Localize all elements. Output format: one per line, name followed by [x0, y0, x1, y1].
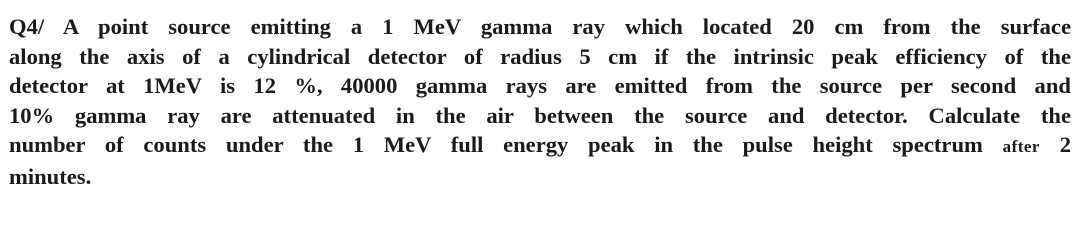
question-line-5-end: 2: [1059, 132, 1071, 158]
question-line-5-small: after: [1002, 137, 1040, 157]
question-text: [9, 12, 1071, 192]
question-line-4: 10% gamma ray are attenuated in the air between the source and detector. Calculate the: [9, 102, 1071, 128]
question-line-5-start: number of counts under the 1 MeV full energy peak in the pulse height spectrum: [9, 132, 983, 158]
question-line-6: minutes.: [9, 163, 92, 189]
question-line-5: [9, 130, 1071, 162]
question-line-3: detector at 1MeV is 12 %, 40000 gamma rays are emitted from the source per second and: [9, 73, 1071, 99]
question-line-1: Q4/ A point source emitting a 1 MeV gamma ray which located 20 cm from the surface: [9, 14, 1071, 39]
question-line-2: along the axis of a cylindrical detector of radius 5 cm if the intrinsic peak efficiency of the: [9, 43, 1071, 69]
